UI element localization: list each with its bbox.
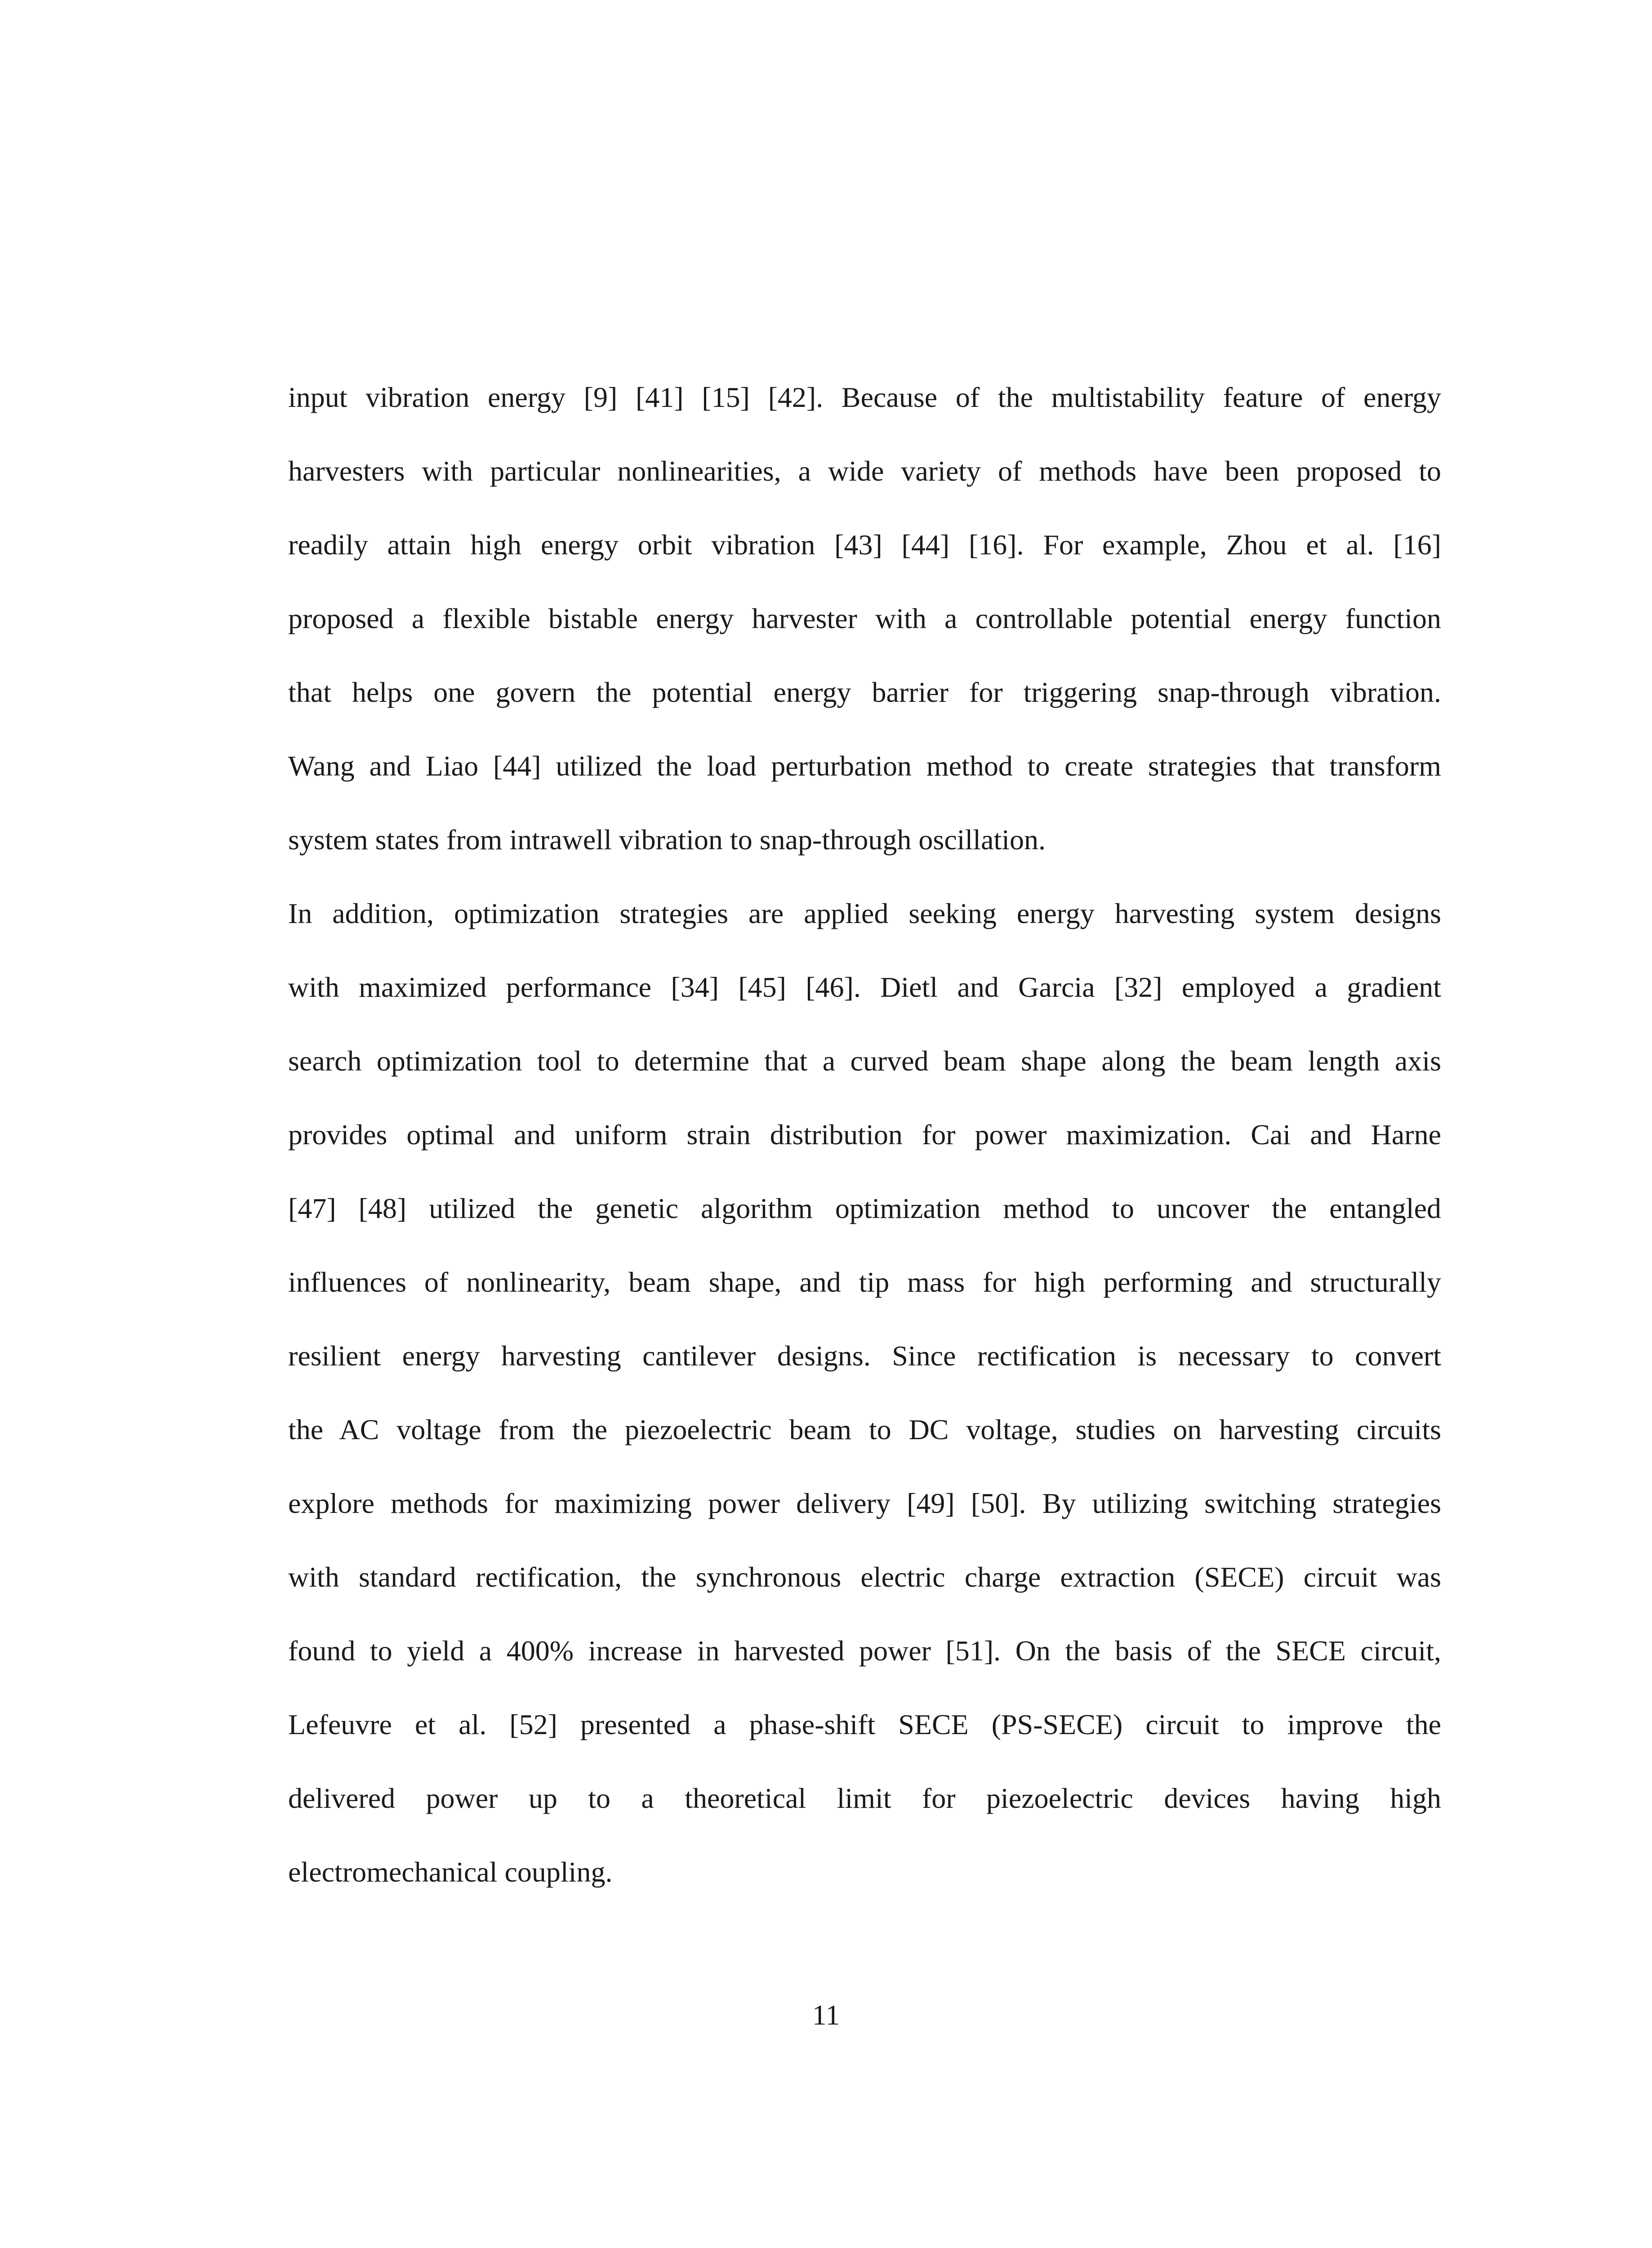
- paragraph-line: Lefeuvre et al. [52] presented a phase-shift SECE (PS-SECE) circuit to improve the: [288, 1708, 1441, 1740]
- paragraph-line: provides optimal and uniform strain distribution for power maximization. Cai and Harne: [288, 1119, 1441, 1151]
- paragraph-line: explore methods for maximizing power delivery [49] [50]. By utilizing switching strategies: [288, 1487, 1441, 1519]
- paragraph-line: input vibration energy [9] [41] [15] [42]. Because of the multistability feature of energy: [288, 381, 1441, 413]
- paragraph-line: delivered power up to a theoretical limit for piezoelectric devices having high: [288, 1782, 1441, 1814]
- paragraph-line: search optimization tool to determine that a curved beam shape along the beam length axis: [288, 1045, 1441, 1077]
- paragraph-line: system states from intrawell vibration to snap-through oscillation.: [288, 824, 1046, 856]
- paragraph-line: influences of nonlinearity, beam shape, and tip mass for high performing and structurally: [288, 1266, 1441, 1298]
- paragraph-line: electromechanical coupling.: [288, 1856, 613, 1888]
- paragraph-line: proposed a flexible bistable energy harvester with a controllable potential energy function: [288, 602, 1441, 634]
- paragraph-line: with maximized performance [34] [45] [46]. Dietl and Garcia [32] employed a gradient: [288, 971, 1441, 1003]
- paragraph-line: the AC voltage from the piezoelectric beam to DC voltage, studies on harvesting circuits: [288, 1414, 1441, 1445]
- paragraph-2: [288, 877, 1441, 1909]
- paragraph-line: In addition, optimization strategies are applied seeking energy harvesting system designs: [288, 897, 1441, 929]
- paragraph-line: resilient energy harvesting cantilever designs. Since rectification is necessary to convert: [288, 1340, 1441, 1372]
- page-number: 11: [812, 1999, 840, 2031]
- paragraph-line: harvesters with particular nonlinearities, a wide variety of methods have been proposed to: [288, 455, 1441, 487]
- paragraph-line: readily attain high energy orbit vibration [43] [44] [16]. For example, Zhou et al. [16]: [288, 529, 1441, 561]
- paragraph-line: that helps one govern the potential energy barrier for triggering snap-through vibration.: [288, 676, 1441, 708]
- paragraph-line: Wang and Liao [44] utilized the load perturbation method to create strategies that transform: [288, 750, 1441, 782]
- paragraph-line: with standard rectification, the synchronous electric charge extraction (SECE) circuit was: [288, 1561, 1441, 1593]
- paragraph-line: found to yield a 400% increase in harvested power [51]. On the basis of the SECE circuit,: [288, 1635, 1441, 1667]
- paragraph-line: [47] [48] utilized the genetic algorithm optimization method to uncover the entangled: [288, 1192, 1441, 1224]
- paragraph-1: [288, 361, 1441, 877]
